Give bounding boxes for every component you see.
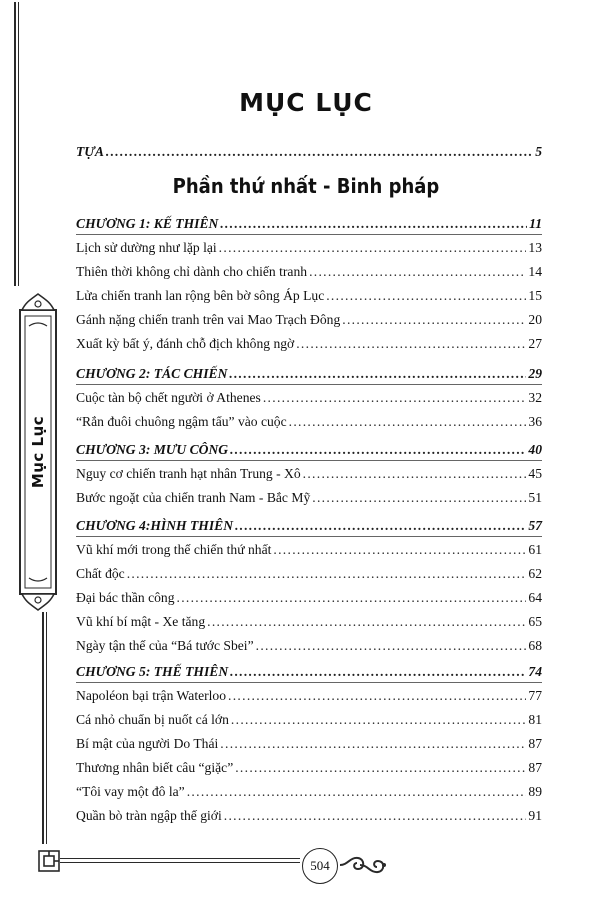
- toc-preface[interactable]: [76, 144, 542, 164]
- toc-entry-label: “Tôi vay một đô la”: [76, 784, 185, 799]
- toc-leader-dots: [229, 366, 526, 382]
- chapter-heading-page: 11: [529, 216, 542, 231]
- toc-entry-label: Xuất kỳ bất ý, đánh chỗ địch không ngờ: [76, 336, 295, 351]
- toc-entry[interactable]: [76, 336, 542, 356]
- side-tab-label: Mục Lục: [29, 415, 48, 489]
- toc-entry-label: Vũ khí bí mật - Xe tăng: [76, 614, 206, 629]
- toc-entry-page: 27: [528, 336, 542, 351]
- toc-entry-label: Lịch sử dường như lặp lại: [76, 240, 217, 255]
- toc-entry-page: 81: [528, 712, 542, 727]
- toc-leader-dots: [326, 288, 526, 304]
- toc-entry-label: Napoléon bại trận Waterloo: [76, 688, 227, 703]
- toc-leader-dots: [106, 144, 533, 160]
- toc-entry[interactable]: [76, 712, 542, 732]
- chapter-heading-label: CHƯƠNG 4:HÌNH THIÊN: [76, 518, 234, 533]
- page-number: 504: [310, 858, 330, 873]
- toc-leader-dots: [309, 264, 526, 280]
- toc-entry-label: Gánh nặng chiến tranh trên vai Mao Trạch Đông: [76, 312, 341, 327]
- frame-base-line-inner: [60, 862, 300, 863]
- toc-entry-page: 20: [528, 312, 542, 327]
- toc-entry-label: Ngày tận thế của “Bá tước Sbei”: [76, 638, 254, 653]
- toc-leader-dots: [263, 390, 527, 406]
- frame-base-line-outer: [60, 858, 300, 859]
- toc-entry[interactable]: [76, 736, 542, 756]
- toc-entry-page: 15: [528, 288, 542, 303]
- chapter-separator: [76, 536, 542, 537]
- toc-leader-dots: [230, 664, 526, 680]
- toc-entry-label: Thương nhân biết câu “giặc”: [76, 760, 234, 775]
- frame-line-bottom-inner: [46, 612, 47, 844]
- toc-entry-page: 68: [528, 638, 542, 653]
- toc-entry-page: 61: [528, 542, 542, 557]
- toc-entry-label: Cá nhỏ chuẩn bị nuốt cá lớn: [76, 712, 229, 727]
- toc-leader-dots: [177, 590, 527, 606]
- swirl-ornament-icon: [338, 852, 388, 878]
- toc-entry[interactable]: [76, 590, 542, 610]
- toc-entry-page: 89: [528, 784, 542, 799]
- toc-entry-page: 45: [528, 466, 542, 481]
- part-title: Phần thứ nhất - Binh pháp: [172, 174, 440, 198]
- toc-leader-dots: [187, 784, 527, 800]
- toc-entry-label: Đại bác thần công: [76, 590, 175, 605]
- toc-leader-dots: [303, 466, 527, 482]
- frame-line-top-outer: [14, 2, 16, 286]
- toc-leader-dots: [230, 442, 526, 458]
- corner-knot-ornament-icon: [36, 848, 62, 874]
- frame-line-top-inner: [18, 2, 19, 286]
- toc-entry[interactable]: [76, 760, 542, 780]
- toc-entry[interactable]: [76, 566, 542, 586]
- toc-entry[interactable]: [76, 288, 542, 308]
- chapter-separator: [76, 460, 542, 461]
- toc-leader-dots: [273, 542, 526, 558]
- chapter-heading-page: 74: [528, 664, 542, 679]
- side-chapter-tab: [16, 292, 60, 612]
- frame-line-bottom-outer: [42, 612, 44, 844]
- toc-entry-page: 87: [528, 760, 542, 775]
- toc-leader-dots: [228, 688, 526, 704]
- chapter-heading-label: CHƯƠNG 1: KẾ THIÊN: [76, 216, 219, 231]
- toc-leader-dots: [235, 760, 526, 776]
- chapter-separator: [76, 384, 542, 385]
- toc-entry[interactable]: [76, 312, 542, 332]
- toc-entry-page: 87: [528, 736, 542, 751]
- toc-leader-dots: [231, 712, 526, 728]
- toc-entry[interactable]: [76, 414, 542, 434]
- toc-leader-dots: [342, 312, 526, 328]
- toc-entry[interactable]: [76, 688, 542, 708]
- chapter-heading-label: CHƯƠNG 3: MƯU CÔNG: [76, 442, 229, 457]
- toc-preface-label: TỰA: [76, 144, 104, 159]
- toc-leader-dots: [220, 736, 526, 752]
- toc-entry-label: Bí mật của người Do Thái: [76, 736, 219, 751]
- toc-leader-dots: [289, 414, 527, 430]
- toc-leader-dots: [296, 336, 526, 352]
- page-title: MỤC LỤC: [239, 88, 373, 117]
- toc-entry[interactable]: [76, 542, 542, 562]
- toc-chapter-heading[interactable]: [76, 664, 542, 684]
- toc-entry-label: Bước ngoặt của chiến tranh Nam - Bắc Mỹ: [76, 490, 311, 505]
- chapter-heading-label: CHƯƠNG 5: THẾ THIÊN: [76, 664, 229, 679]
- chapter-separator: [76, 682, 542, 683]
- toc-entry[interactable]: [76, 264, 542, 284]
- toc-entry-page: 65: [528, 614, 542, 629]
- toc-entry-page: 32: [528, 390, 542, 405]
- chapter-heading-label: CHƯƠNG 2: TÁC CHIẾN: [76, 366, 228, 381]
- toc-chapter-heading[interactable]: [76, 216, 542, 236]
- toc-entry[interactable]: [76, 240, 542, 260]
- toc-leader-dots: [224, 808, 527, 824]
- toc-entry-label: “Rắn đuôi chuông ngậm tẩu” vào cuộc: [76, 414, 287, 429]
- chapter-separator: [76, 234, 542, 235]
- toc-entry-page: 91: [528, 808, 542, 823]
- toc-entry[interactable]: [76, 466, 542, 486]
- chapter-heading-page: 57: [528, 518, 542, 533]
- toc-entry[interactable]: [76, 638, 542, 658]
- toc-leader-dots: [220, 216, 527, 232]
- toc-entry-label: Cuộc tàn bộ chết người ở Athenes: [76, 390, 261, 405]
- toc-entry-label: Vũ khí mới trong thế chiến thứ nhất: [76, 542, 272, 557]
- toc-leader-dots: [235, 518, 526, 534]
- toc-entry-label: Nguy cơ chiến tranh hạt nhân Trung - Xô: [76, 466, 301, 481]
- toc-entry-page: 36: [528, 414, 542, 429]
- toc-chapter-heading[interactable]: [76, 518, 542, 538]
- toc-entry-page: 14: [528, 264, 542, 279]
- toc-entry-label: Chất độc: [76, 566, 125, 581]
- toc-entry-label: Thiên thời không chỉ dành cho chiến tranh: [76, 264, 308, 279]
- toc-entry[interactable]: [76, 614, 542, 634]
- toc-leader-dots: [312, 490, 526, 506]
- toc-leader-dots: [127, 566, 527, 582]
- toc-entry-label: Lửa chiến tranh lan rộng bên bờ sông Áp Lục: [76, 288, 325, 303]
- toc-entry-page: 64: [528, 590, 542, 605]
- toc-entry-page: 77: [528, 688, 542, 703]
- toc-entry[interactable]: [76, 808, 542, 828]
- toc-entry-page: 51: [528, 490, 542, 505]
- page-number-badge: [302, 848, 338, 884]
- toc-leader-dots: [219, 240, 527, 256]
- toc-entry[interactable]: [76, 784, 542, 804]
- toc-chapter-heading[interactable]: [76, 366, 542, 386]
- toc-preface-page: 5: [535, 144, 542, 159]
- toc-entry-page: 62: [528, 566, 542, 581]
- toc-entry-label: Quần bò tràn ngập thế giới: [76, 808, 222, 823]
- toc-entry[interactable]: [76, 490, 542, 510]
- toc-leader-dots: [256, 638, 527, 654]
- toc-leader-dots: [207, 614, 526, 630]
- chapter-heading-page: 40: [528, 442, 542, 457]
- chapter-heading-page: 29: [528, 366, 542, 381]
- toc-chapter-heading[interactable]: [76, 442, 542, 462]
- toc-entry-page: 13: [528, 240, 542, 255]
- toc-entry[interactable]: [76, 390, 542, 410]
